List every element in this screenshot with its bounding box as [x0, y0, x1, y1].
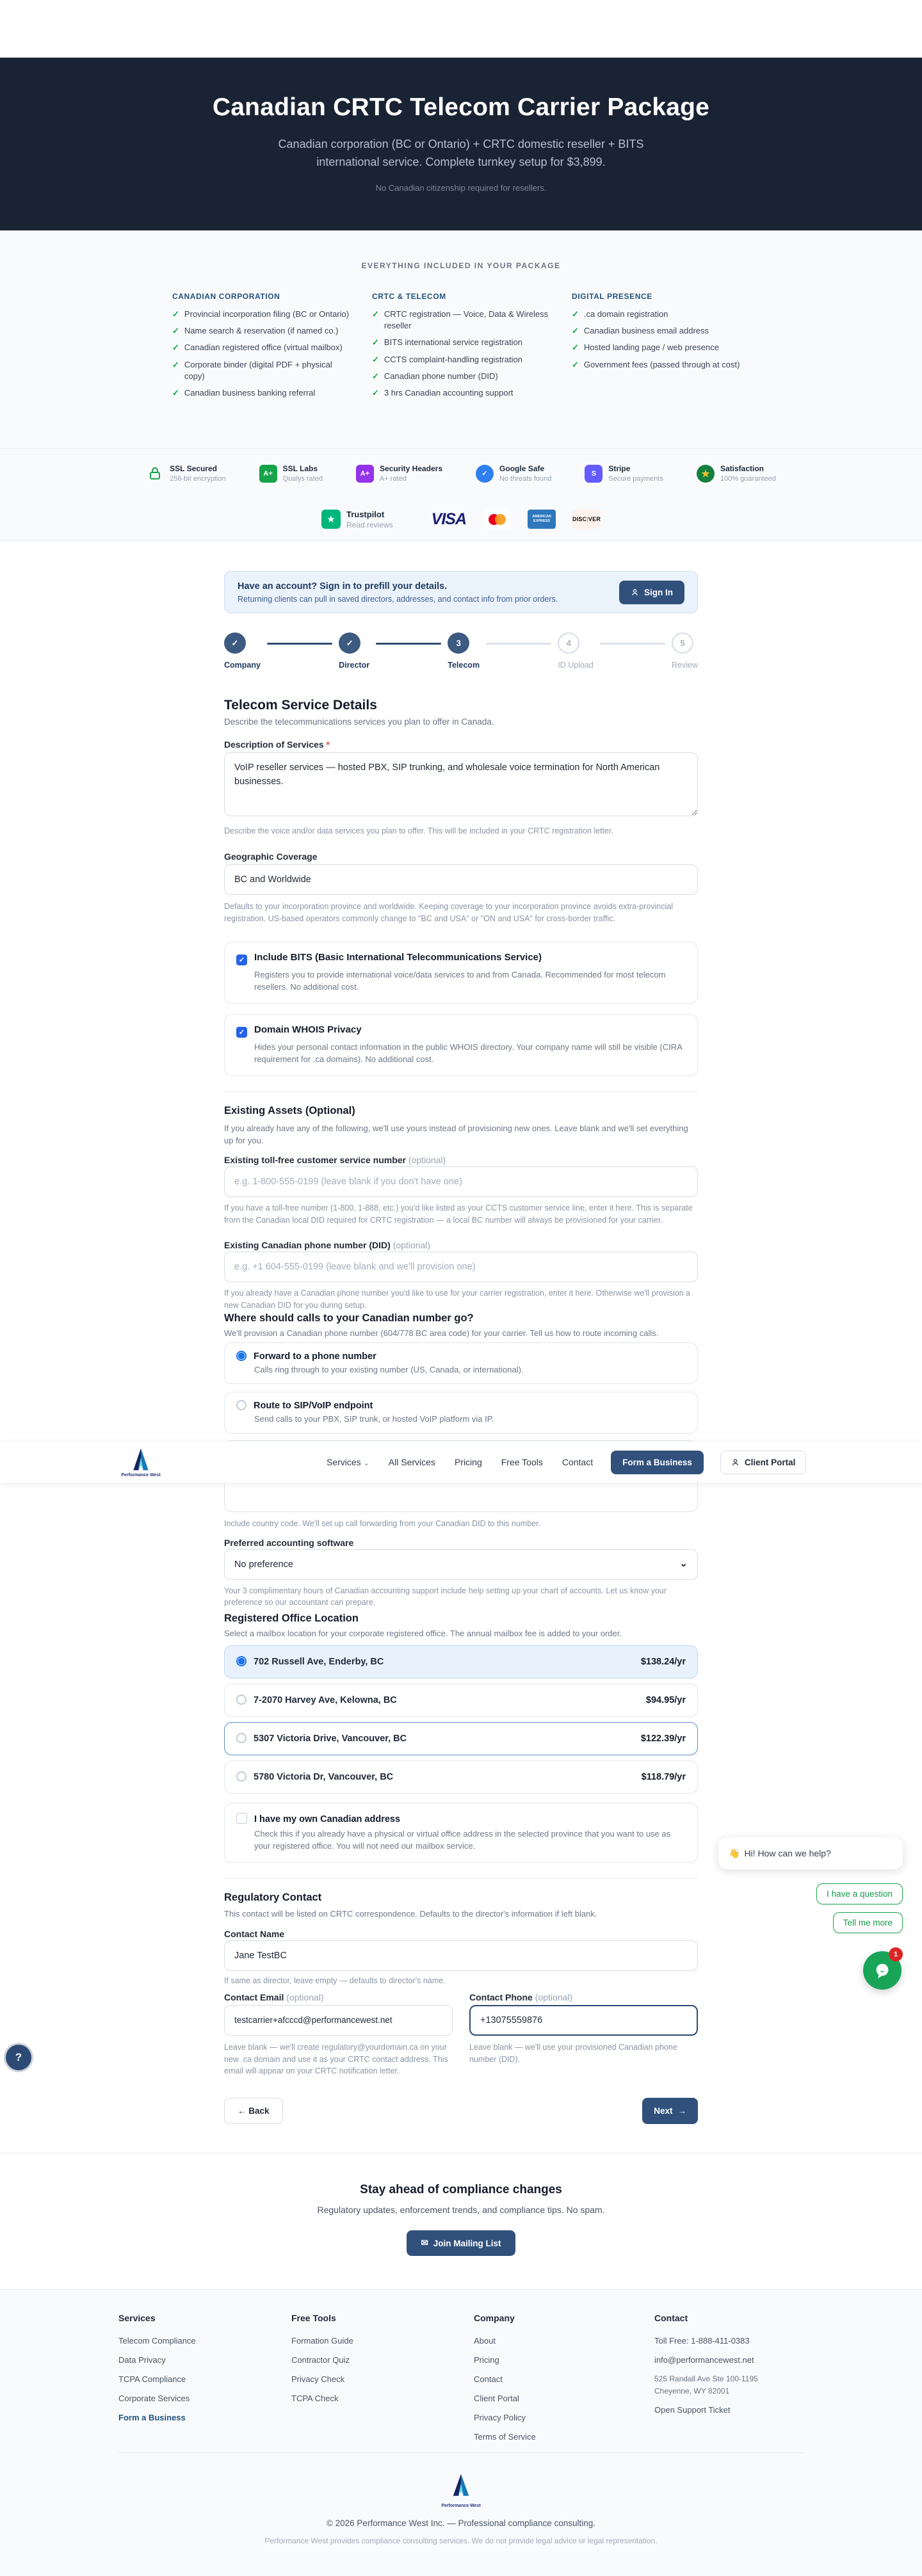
step-check-icon: ✓ [339, 632, 360, 654]
check-icon: ✓ [572, 326, 579, 336]
chat-greeting-bubble[interactable]: 👋 Hi! How can we help? [718, 1837, 903, 1869]
footer-copyright: © 2026 Performance West Inc. — Professional compliance consulting. [326, 2518, 596, 2528]
radio-unselected-icon[interactable] [236, 1695, 247, 1705]
wave-icon: 👋 [729, 1847, 740, 1858]
footer-link[interactable]: About [474, 2336, 496, 2346]
mailing-heading: Stay ahead of compliance changes [360, 2183, 562, 2196]
regulatory-heading: Regulatory Contact [224, 1891, 322, 1903]
tollfree-helper: If you have a toll-free number (1-800, 1-888, etc.) you'd like listed as your CCTS customer service line, enter it here. This is separate from the Canadian local DID required for CRTC registration — a local BC number will always be provisioned for your carrier. [224, 1203, 693, 1225]
step-connector [486, 643, 551, 645]
radio-selected-icon[interactable] [236, 1656, 247, 1666]
payment-methods-bar [0, 498, 922, 541]
contact-name-helper: If same as director, leave empty — defaults to director's name. [224, 1976, 446, 1985]
contact-email-input[interactable] [224, 2005, 453, 2036]
step-number: 4 [558, 632, 579, 654]
footer-link[interactable]: Corporate Services [118, 2394, 190, 2403]
ssl-labs-icon: A+ [259, 465, 277, 483]
office-option-enderby[interactable]: 702 Russell Ave, Enderby, BC $138.24/yr [224, 1645, 698, 1678]
chat-quick-reply-more[interactable]: Tell me more [833, 1912, 903, 1933]
trustpilot-badge[interactable]: ★ Trustpilot Read reviews [321, 510, 393, 529]
mailing-text: Regulatory updates, enforcement trends, and compliance tips. No spam. [317, 2205, 605, 2215]
person-icon [731, 1458, 740, 1467]
navbar [0, 1442, 922, 1483]
back-button[interactable]: ← Back [224, 2098, 283, 2124]
radio-forward-phone[interactable]: Forward to a phone number Calls ring through to your existing number (US, Canada, or international). [224, 1342, 698, 1385]
performance-west-logo-icon [128, 1447, 154, 1472]
lock-icon [146, 465, 164, 483]
footer-disclaimer: Performance West provides compliance consulting services. We do not provide legal advice or legal representation. [264, 2536, 658, 2545]
tollfree-label: Existing toll-free customer service number (optional) [224, 1154, 446, 1165]
check-icon: ✓ [372, 337, 379, 348]
list-item: ✓ Canadian phone number (DID) [372, 371, 550, 382]
check-icon: ✓ [172, 309, 179, 319]
footer-link[interactable]: Contractor Quiz [291, 2355, 350, 2365]
list-item: ✓ Hosted landing page / web presence [572, 342, 750, 353]
page-title: Canadian CRTC Telecom Carrier Package [212, 93, 710, 121]
step-review[interactable]: 5 Review [672, 632, 698, 670]
footer-col-contact: Contact Toll Free: 1-888-411-0383 info@performancewest.net 525 Randall Ave Ste 100-1195 Cheyenne, WY 82001 Open Support Ticket [654, 2313, 829, 2451]
progress-stepper [224, 632, 698, 670]
did-label: Existing Canadian phone number (DID) (optional) [224, 1239, 431, 1250]
description-textarea[interactable] [224, 752, 698, 816]
performance-west-logo-icon [448, 2472, 474, 2499]
list-item: ✓ BITS international service registration [372, 337, 550, 348]
chat-quick-reply-question[interactable]: I have a question [816, 1883, 903, 1904]
radio-unselected-icon[interactable] [236, 1400, 247, 1410]
step-director[interactable]: ✓ Director [339, 632, 369, 670]
geographic-input[interactable] [224, 864, 698, 895]
included-col-digital [572, 292, 750, 404]
step-company[interactable]: ✓ Company [224, 632, 261, 670]
check-icon: ✓ [172, 359, 179, 369]
footer-divider [118, 2452, 804, 2453]
checkbox-checked-icon[interactable]: ✓ [236, 954, 247, 965]
mail-icon: ✉ [421, 2238, 428, 2248]
check-icon: ✓ [172, 326, 179, 336]
signin-banner [224, 571, 698, 613]
signin-text: Returning clients can pull in saved directors, addresses, and contact info from prior orders. [238, 594, 558, 604]
google-safe-icon: ✓ [476, 465, 494, 483]
signin-title: Have an account? Sign in to prefill your details. [238, 581, 448, 592]
footer-link[interactable]: Client Portal [474, 2394, 519, 2403]
step-connector [267, 643, 332, 645]
form-subheading: Describe the telecommunications services you plan to offer in Canada. [224, 717, 494, 727]
routing-heading: Where should calls to your Canadian number go? [224, 1312, 474, 1324]
col-title: DIGITAL PRESENCE [572, 292, 652, 301]
list-item: ✓ Name search & reservation (if named co.) [172, 325, 350, 337]
chevron-down-icon: ⌄ [363, 1460, 369, 1467]
contact-email-helper: Leave blank — we'll create regulatory@yourdomain.ca on your new .ca domain and use it as your CRTC contact address. This email will appear on your CRTC notification letter. [224, 2042, 448, 2076]
help-button[interactable]: ? [6, 2045, 31, 2070]
discover-icon: DISC VER [572, 510, 601, 529]
top-whitespace [0, 0, 922, 58]
list-item: ✓ Corporate binder (digital PDF + physical copy) [172, 359, 350, 382]
whois-checkbox-card[interactable]: ✓ Domain WHOIS Privacy Hides your personal contact information in the public WHOIS directory. Your company name will still be visible (CIRA requirement for .ca domains). No additional cost. [224, 1014, 698, 1076]
visa-icon: VISA [431, 510, 467, 528]
security-headers-icon: A+ [356, 465, 374, 483]
stripe-icon: S [585, 465, 603, 483]
col-title: CANADIAN CORPORATION [172, 292, 280, 301]
amex-icon: AMERICAN EXPRESS [528, 510, 556, 529]
form-heading: Telecom Service Details [224, 698, 377, 712]
forwarding-helper: Include country code. We'll set up call forwarding from your Canadian DID to this number. [224, 1518, 541, 1528]
footer-link-form-a-business[interactable]: Form a Business [118, 2413, 186, 2422]
check-icon: ✓ [172, 342, 179, 353]
check-icon: ✓ [372, 309, 379, 319]
list-item: ✓ Government fees (passed through at cost) [572, 359, 750, 371]
mailing-section [0, 2153, 922, 2289]
person-icon [631, 588, 639, 597]
trust-badges-bar [0, 448, 922, 498]
sign-in-button[interactable]: Sign In [619, 581, 684, 604]
footer-link[interactable]: Telecom Compliance [118, 2336, 196, 2346]
step-connector [600, 643, 665, 645]
mastercard-icon [483, 510, 511, 529]
footer-link[interactable]: Terms of Service [474, 2432, 536, 2442]
existing-assets-text: If you already have any of the following, we'll use yours instead of provisioning new ones. Leave blank and we'll set everything up for you. [224, 1123, 688, 1146]
check-icon: ✓ [572, 309, 579, 319]
back-arrow-icon: ← [238, 2106, 247, 2116]
step-check-icon: ✓ [224, 632, 246, 654]
hero-section [0, 58, 922, 230]
footer-col-company: Company About Pricing Contact Client Portal Privacy Policy Terms of Service [474, 2313, 654, 2451]
office-option-victoria-drive[interactable]: 5307 Victoria Drive, Vancouver, BC $122.39/yr [224, 1722, 698, 1755]
included-col-corporation [172, 292, 350, 404]
check-icon: ✓ [372, 354, 379, 364]
office-option-victoria-dr[interactable]: 5780 Victoria Dr, Vancouver, BC $118.79/yr [224, 1760, 698, 1794]
next-arrow-icon: → [677, 2106, 686, 2116]
badge-security-headers: A+ Security Headers A+ rated [356, 464, 442, 483]
accounting-select[interactable]: No preference [224, 1549, 698, 1580]
chat-unread-badge: 1 [889, 1947, 903, 1961]
list-item: ✓ 3 hrs Canadian accounting support [372, 387, 550, 399]
accounting-helper: Your 3 complimentary hours of Canadian accounting support include help setting up your chart of accounts. Let us know your preference so our accountant can prepare. [224, 1586, 667, 1607]
radio-unselected-icon[interactable] [236, 1771, 247, 1782]
footer-link[interactable]: Contact [474, 2374, 503, 2384]
office-option-kelowna[interactable]: 7-2070 Harvey Ave, Kelowna, BC $94.95/yr [224, 1684, 698, 1717]
footer-address-line1: 525 Randall Ave Ste 100-1195 [654, 2374, 758, 2383]
list-item: ✓ Canadian registered office (virtual mailbox) [172, 342, 350, 353]
nav-item-all-services[interactable]: All Services [388, 1457, 435, 1467]
star-icon: ★ [697, 465, 715, 483]
checkbox-checked-icon[interactable]: ✓ [236, 1027, 247, 1038]
step-number: 5 [672, 632, 693, 654]
step-number: 3 [448, 632, 469, 654]
geographic-label: Geographic Coverage [224, 851, 318, 862]
geographic-helper: Defaults to your incorporation province and worldwide. Keeping coverage to your incorporation province avoids extra-provincial registration. US-based operators commonly change to "BC and USA" or "ON and USA" for cross-border traffic. [224, 901, 674, 923]
did-input[interactable] [224, 1252, 698, 1282]
nav-item-services[interactable]: Services ⌄ [327, 1457, 369, 1467]
col-title: CRTC & TELECOM [372, 292, 446, 301]
office-text: Select a mailbox location for your corporate registered office. The annual mailbox fee is added to your order. [224, 1629, 622, 1638]
badge-satisfaction: ★ Satisfaction 100% guaranteed [697, 464, 776, 483]
radio-selected-icon[interactable] [236, 1351, 247, 1361]
client-portal-button[interactable]: Client Portal [720, 1451, 807, 1474]
hero-subtitle: Canadian corporation (BC or Ontario) + CRTC domestic reseller + BITS international service. Complete turnkey setup for $3,899. [278, 138, 644, 168]
step-telecom[interactable]: 3 Telecom [448, 632, 480, 670]
check-icon: ✓ [172, 387, 179, 398]
contact-phone-input[interactable] [469, 2005, 698, 2036]
list-item: ✓ CRTC registration — Voice, Data & Wireless reseller [372, 309, 550, 332]
footer [0, 2289, 922, 2576]
office-heading: Registered Office Location [224, 1613, 359, 1624]
contact-name-input[interactable] [224, 1940, 698, 1971]
trustpilot-icon: ★ [321, 510, 341, 529]
own-address-checkbox-card[interactable]: I have my own Canadian address Check this if you already have a physical or virtual office address in the selected province that you want to use as your registered office. You will not need our mailbox service. [224, 1803, 698, 1863]
nav-item-pricing[interactable]: Pricing [454, 1457, 482, 1467]
next-button[interactable]: Next → [642, 2098, 698, 2124]
footer-tollfree[interactable]: Toll Free: 1-888-411-0383 [654, 2336, 750, 2346]
list-item: ✓ CCTS complaint-handling registration [372, 354, 550, 366]
footer-link[interactable]: Privacy Policy [474, 2413, 526, 2422]
section-divider [224, 1091, 698, 1092]
check-icon: ✓ [372, 387, 379, 398]
list-item: ✓ Canadian business banking referral [172, 387, 350, 399]
footer-col-services: Services Telecom Compliance Data Privacy TCPA Compliance Corporate Services Form a Business [118, 2313, 291, 2451]
checkbox-unchecked-icon[interactable] [236, 1813, 247, 1824]
step-id-upload[interactable]: 4 ID Upload [558, 632, 594, 670]
footer-logo: Performance West [0, 2472, 922, 2508]
existing-assets-heading: Existing Assets (Optional) [224, 1104, 355, 1116]
included-section [0, 230, 922, 448]
footer-address-line2: Cheyenne, WY 82001 [654, 2387, 730, 2395]
footer-link[interactable]: Formation Guide [291, 2336, 353, 2346]
footer-email[interactable]: info@performancewest.net [654, 2355, 754, 2365]
list-item: ✓ Canadian business email address [572, 325, 750, 337]
form-a-business-button[interactable]: Form a Business [611, 1451, 704, 1474]
routing-text: We'll provision a Canadian phone number (604/778 BC area code) for your carrier. Tell us how to route incoming calls. [224, 1328, 659, 1339]
chevron-down-icon: ⌄ [679, 1558, 688, 1569]
included-col-telecom [372, 292, 550, 404]
list-item: ✓ .ca domain registration [572, 309, 750, 320]
footer-support-ticket[interactable]: Open Support Ticket [654, 2405, 731, 2415]
chat-bubble-icon [873, 1961, 892, 1980]
regulatory-text: This contact will be listed on CRTC correspondence. Defaults to the director's information if left blank. [224, 1908, 597, 1919]
nav-item-contact[interactable]: Contact [562, 1457, 594, 1467]
badge-google-safe: ✓ Google Safe No threats found [476, 464, 551, 483]
bits-checkbox-card[interactable]: ✓ Include BITS (Basic International Telecommunications Service) Registers you to provide international voice/data services to and from Canada. Recommended for most telecom resellers. No additional cost. [224, 942, 698, 1004]
footer-col-free-tools: Free Tools Formation Guide Contractor Quiz Privacy Check TCPA Check [291, 2313, 474, 2451]
included-heading: EVERYTHING INCLUDED IN YOUR PACKAGE [361, 261, 561, 270]
contact-name-label: Contact Name [224, 1929, 285, 1939]
radio-sip-voip[interactable]: Route to SIP/VoIP endpoint Send calls to your PBX, SIP trunk, or hosted VoIP platform via IP. [224, 1392, 698, 1434]
badge-ssl-labs: A+ SSL Labs Qualys rated [259, 464, 323, 483]
join-mailing-list-button[interactable]: ✉ Join Mailing List [407, 2230, 515, 2256]
contact-email-label: Contact Email (optional) [224, 1992, 324, 2002]
tollfree-input[interactable] [224, 1166, 698, 1197]
step-connector [376, 643, 441, 645]
description-helper: Describe the voice and/or data services you plan to offer. This will be included in your CRTC registration letter. [224, 826, 613, 835]
accounting-label: Preferred accounting software [224, 1537, 354, 1548]
footer-link[interactable]: Privacy Check [291, 2374, 345, 2384]
check-icon: ✓ [572, 359, 579, 369]
footer-link[interactable]: TCPA Compliance [118, 2374, 186, 2384]
footer-link[interactable]: Pricing [474, 2355, 499, 2365]
description-label: Description of Services * [224, 739, 330, 750]
footer-link[interactable]: Data Privacy [118, 2355, 166, 2365]
radio-unselected-icon[interactable] [236, 1733, 247, 1743]
list-item: ✓ Provincial incorporation filing (BC or Ontario) [172, 309, 350, 320]
nav-item-free-tools[interactable]: Free Tools [501, 1457, 543, 1467]
check-icon: ✓ [572, 342, 579, 353]
section-divider [224, 1878, 698, 1879]
badge-ssl-secured: SSL Secured 256-bit encryption [146, 464, 225, 483]
hero-note: No Canadian citizenship required for resellers. [375, 182, 547, 193]
navbar-logo[interactable]: Performance West [118, 1447, 163, 1477]
badge-stripe: S Stripe Secure payments [585, 464, 663, 483]
check-icon: ✓ [372, 371, 379, 381]
main-content [0, 541, 922, 2289]
contact-phone-label: Contact Phone (optional) [469, 1992, 573, 2002]
footer-link[interactable]: TCPA Check [291, 2394, 339, 2403]
did-helper: If you already have a Canadian phone number you'd like to use for your carrier registration, enter it here. Otherwise we'll provision a new Canadian DID for you during setup. [224, 1288, 691, 1310]
contact-phone-helper: Leave blank — we'll use your provisioned Canadian phone number (DID). [469, 2042, 677, 2064]
